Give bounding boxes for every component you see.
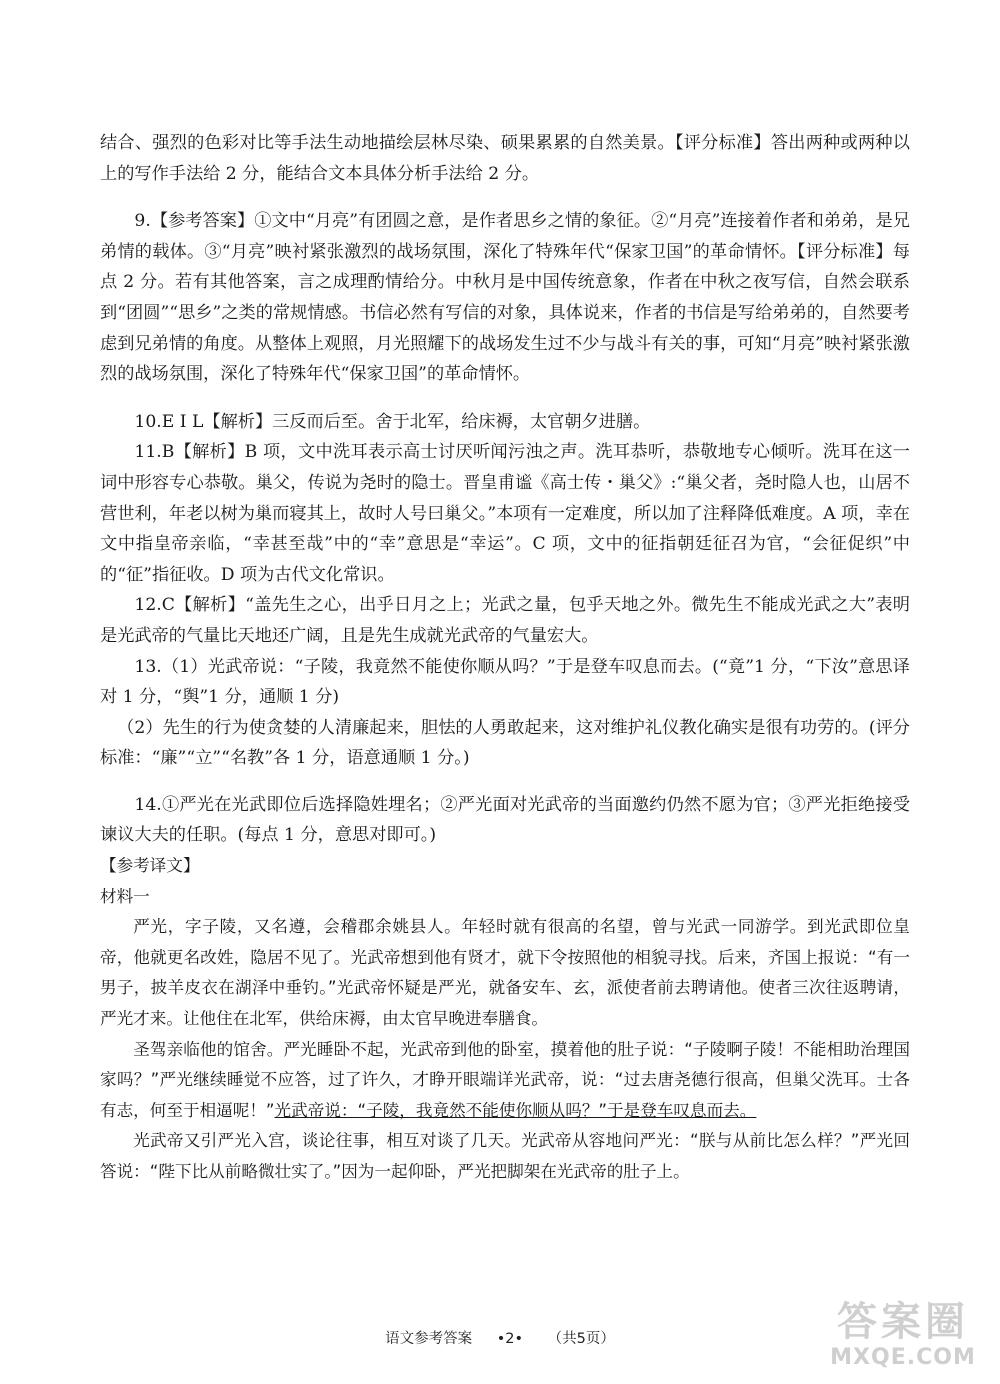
translation-paragraph-3: 光武帝又引严光入宫，谈论往事，相互对谈了几天。光武帝从容地问严光：“朕与从前比怎么样？”严光回答说：“陛下比从前略微壮实了。”因为一起仰卧，严光把脚架在光武帝的肚子上。 [100,1131,910,1181]
watermark-top-text: 答案圈 [837,1299,969,1345]
answer-13-2: （2）先生的行为使贪婪的人清廉起来，胆怯的人勇敢起来，这对维护礼仪教化确实是很有功劳的。(评分标准：“廉”“立”“名教”各 1 分，语意通顺 1 分。) [100,717,910,769]
answer-11: 11.B【解析】B 项，文中洗耳表示高士讨厌听闻污浊之声。洗耳恭听，恭敬地专心倾听。洗耳在这一词中形容专心恭敬。巢父，传说为尧时的隐士。晋皇甫谧《高士传・巢父》:“巢父者，尧时隐人也，山居不营世利，年老以树为巢而寝其上，故时人号曰巢父。”本项有一定难度，所以加了注释降低难度。A 项，幸在文中指皇帝亲临，“幸甚至哉”中的“幸”意思是“幸运”。C 项，文中的征指朝廷征召为官，“会征促织”中的“征”指征收。D 项为古代文化常识。 [100,442,910,585]
answer-8-continued: 结合、强烈的色彩对比等手法生动地描绘层林尽染、硕果累累的自然美景。【评分标准】答出两种或两种以上的写作手法给 2 分，能结合文本具体分析手法给 2 分。 [100,133,910,184]
material-label: 材料一 [100,886,150,906]
answer-12: 12.C【解析】“盖先生之心，出乎日月之上；光武之量，包乎天地之外。微先生不能成光武之大”表明是光武帝的气量比天地还广阔，且是先生成就光武帝的气量宏大。 [100,595,910,646]
page-body [100,128,910,1188]
reference-translation [100,851,910,1188]
translation-paragraph-2 [100,1035,910,1127]
answer-9: 9.【参考答案】①文中“月亮”有团圆之意，是作者思乡之情的象征。②“月亮”连接着作者和弟弟，是兄弟情的载体。③“月亮”映衬紧张激烈的战场氛围，深化了特殊年代“保家卫国”的革命情怀。【评分标准】每点 2 分。若有其他答案，言之成理酌情给分。中秋月是中国传统意象，作者在中秋之夜写信，自然会联系到“团圆”“思乡”之类的常规情感。书信必然有写信的对象，具体说来，作者的书信是写给弟弟的，自然要考虑到兄弟情的角度。从整体上观照，月光照耀下的战场发生过不少与战斗有关的事，可知“月亮”映衬紧张激烈的战场氛围，深化了特殊年代“保家卫国”的革命情怀。 [100,211,910,385]
footer-page-number: •2• [496,1331,524,1347]
page-footer [0,1327,1000,1348]
underlined-sentence: 光武帝说：“子陵，我竟然不能使你顺从吗？”于是登车叹息而去。 [274,1100,757,1120]
translation-heading: 【参考译文】 [100,856,200,876]
translation-paragraph-2-text: 圣驾亲临他的馆舍。严光睡卧不起，光武帝到他的卧室，摸着他的肚子说：“子陵啊子陵！不能相助治理国家吗？”严光继续睡觉不应答，过了许久，才睁开眼端详光武帝，说：“过去唐尧德行很高，但巢父洗耳。士各有志，何至于相逼呢！” [100,1039,910,1120]
watermark-bottom-text: MXQE.COM [830,1345,976,1370]
answer-13-1: 13.（1）光武帝说：“子陵，我竟然不能使你顺从吗？”于是登车叹息而去。(“竟”1 分，“下汝”意思译对 1 分，“舆”1 分，通顺 1 分) [100,656,910,708]
footer-subject: 语文参考答案 [385,1331,473,1347]
footer-total-pages: （共5页） [547,1331,615,1347]
answer-10: 10.E I L【解析】三反而后至。舍于北军，给床褥，太官朝夕进膳。 [134,411,651,432]
answer-14: 14.①严光在光武即位后选择隐姓埋名；②严光面对光武帝的当面邀约仍然不愿为官；③严光拒绝接受谏议大夫的任职。(每点 1 分，意思对即可。) [100,794,910,846]
translation-paragraph-1: 严光，字子陵，又名遵，会稽郡余姚县人。年轻时就有很高的名望，曾与光武一同游学。到光武即位皇帝，他就更名改姓，隐居不见了。光武帝想到他有贤才，就下令按照他的相貌寻找。后来，齐国上报说：“有一男子，披羊皮衣在湖泽中垂钓。”光武帝怀疑是严光，就备安车、玄，派使者前去聘请他。使者三次往返聘请，严光才来。让他住在北军，供给床褥，由太官早晚进奉膳食。 [100,917,910,1029]
